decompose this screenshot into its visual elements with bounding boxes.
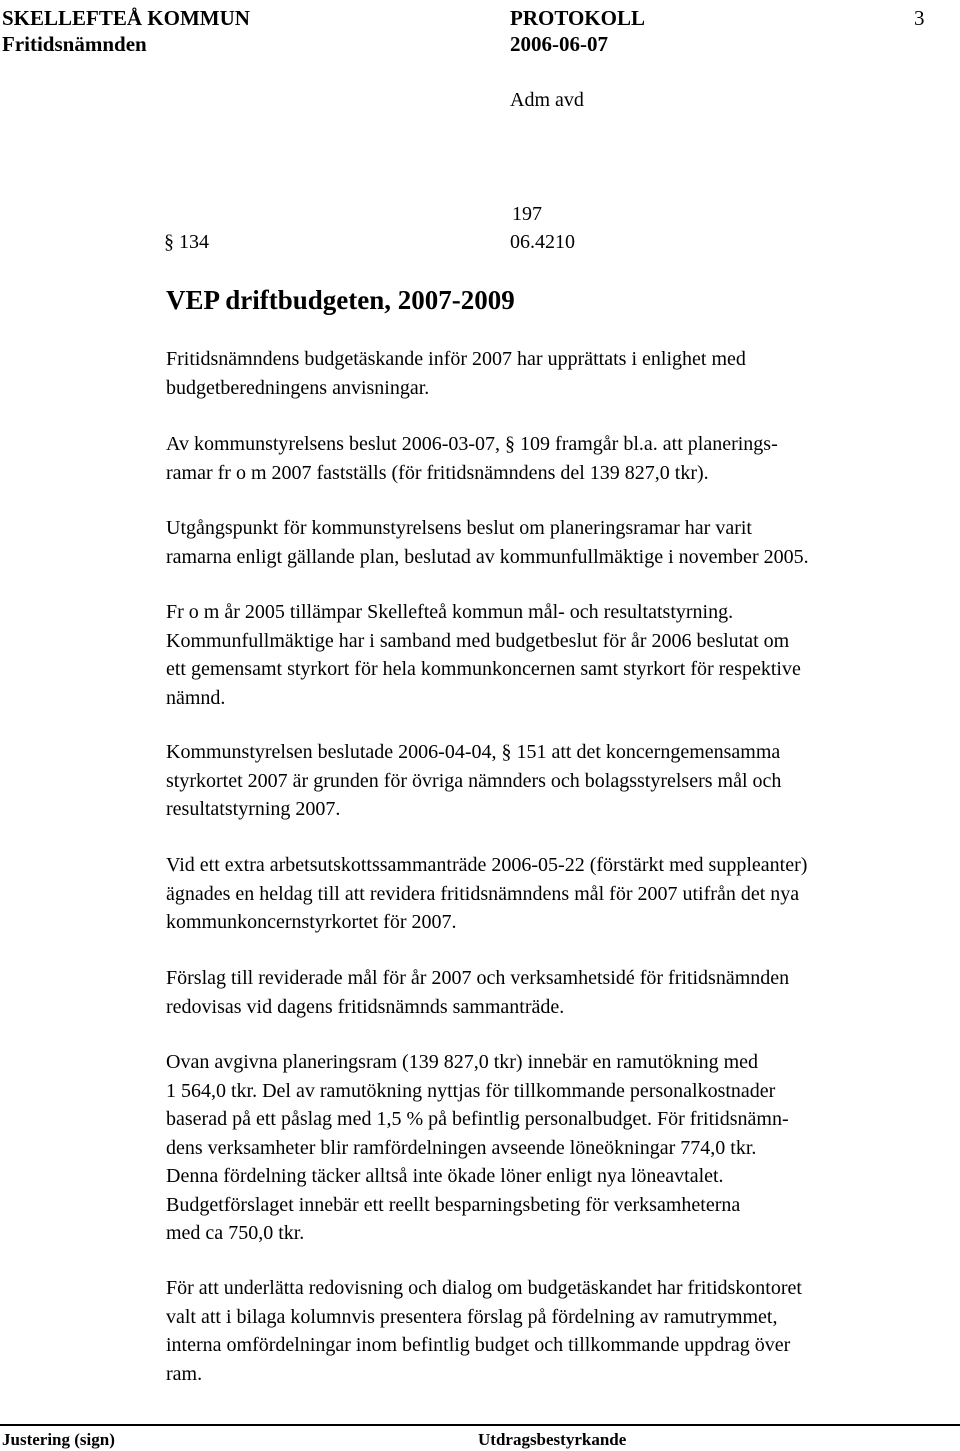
board-name: Fritidsnämnden	[2, 32, 147, 56]
paragraph-9: För att underlätta redovisning och dialog om budgetäskandet har fritidskontoret valt att i bilaga kolumnvis presentera förslag på fördelning av ramutrymmet, interna omfördelningar inom befintlig budget och tillkommande uppdrag över ram.	[166, 1277, 802, 1385]
org-name: SKELLEFTEÅ KOMMUN	[2, 6, 250, 30]
case-number: 06.4210	[510, 231, 575, 253]
paragraph-8: Ovan avgivna planeringsram (139 827,0 tkr) innebär en ramutökning med 1 564,0 tkr. Del av ramutökning nyttjas för tillkommande personalkostnader baserad på ett påslag med 1,5 % på befintlig personalbudget. För fritidsnämn- dens verksamheter blir ramfördelningen avseende löneökningar 774,0 tkr. Denna fördelning täcker alltså inte ökade löner enligt nya löneavtalet. Budgetförslaget innebär ett reellt besparningsbeting för verksamheterna med ca 750,0 tkr.	[166, 1051, 789, 1244]
footer-justering: Justering (sign)	[2, 1430, 115, 1449]
meeting-date: 2006-06-07	[510, 32, 608, 56]
department: Adm avd	[510, 89, 584, 111]
paragraph-4: Fr o m år 2005 tillämpar Skellefteå kommun mål- och resultatstyrning. Kommunfullmäktige har i samband med budgetbeslut för år 2006 beslutat om ett gemensamt styrkort för hela kommunkoncernen samt styrkort för respektive nämnd.	[166, 601, 801, 709]
paragraph-2: Av kommunstyrelsens beslut 2006-03-07, § 109 framgår bl.a. att planerings- ramar fr o m 2007 fastställs (för fritidsnämndens del 139 827,0 tkr).	[166, 433, 778, 484]
page-title: VEP driftbudgeten, 2007-2009	[166, 285, 515, 315]
doc-type: PROTOKOLL	[510, 6, 645, 30]
section-number: § 134	[164, 231, 209, 253]
paragraph-5: Kommunstyrelsen beslutade 2006-04-04, § 151 att det koncerngemensamma styrkortet 2007 är grunden för övriga nämnders och bolagsstyrelsers mål och resultatstyrning 2007.	[166, 741, 782, 820]
paragraph-1: Fritidsnämndens budgetäskande inför 2007 har upprättats i enlighet med budgetberedningens anvisningar.	[166, 348, 746, 399]
paragraph-3: Utgångspunkt för kommunstyrelsens beslut om planeringsramar har varit ramarna enligt gällande plan, beslutad av kommunfullmäktige i november 2005.	[166, 517, 809, 568]
page-number: 3	[914, 6, 925, 30]
paragraph-6: Vid ett extra arbetsutskottssammanträde 2006-05-22 (förstärkt med suppleanter) ägnades en heldag till att revidera fritidsnämndens mål för 2007 utifrån det nya kommunkoncernstyrkortet för 2007.	[166, 854, 808, 933]
paragraph-number: 197	[512, 203, 542, 225]
footer-utdragsbestyrkande: Utdragsbestyrkande	[478, 1430, 627, 1449]
footer-divider	[0, 1424, 960, 1426]
paragraph-7: Förslag till reviderade mål för år 2007 och verksamhetsidé för fritidsnämnden redovisas vid dagens fritidsnämnds sammanträde.	[166, 967, 790, 1018]
